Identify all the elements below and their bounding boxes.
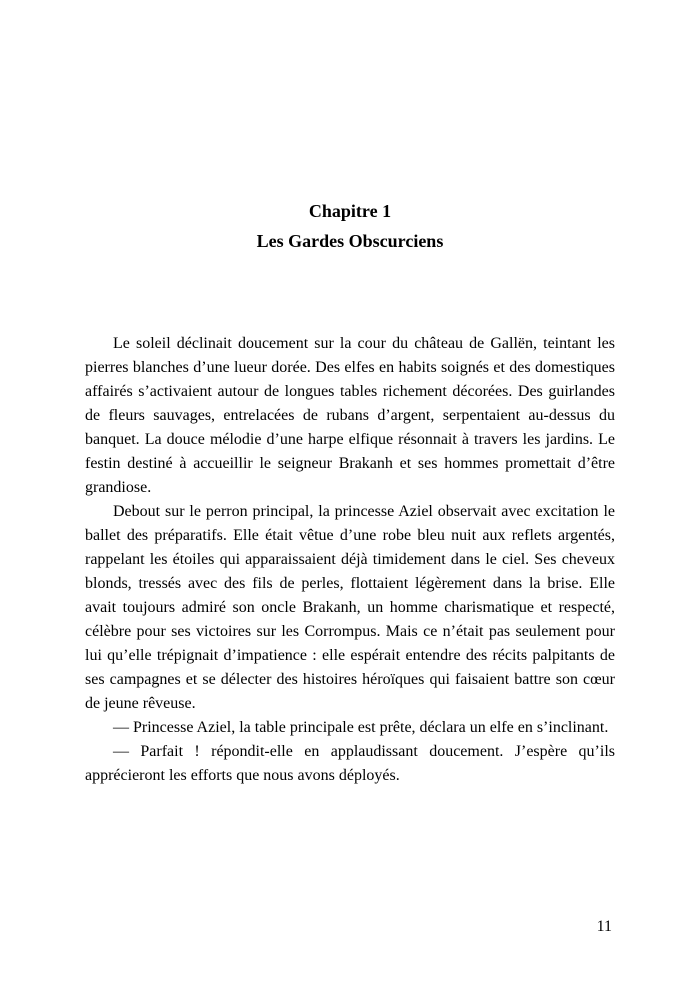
page-number: 11: [596, 918, 612, 935]
chapter-title: Les Gardes Obscurciens: [256, 231, 444, 251]
paragraph-princess-aziel: Debout sur le perron principal, la princesse Aziel observait avec excitation le ballet des préparatifs. Elle était vêtue d’une robe bleu nuit aux reflets argentés, rappelant les étoiles qui apparaissaient déjà timidement dans le ciel. Ses cheveux blonds, tressés avec des fils de perles, flottaient légèrement dans la brise. Elle avait toujours admiré son oncle Brakanh, un homme charismatique et respecté, célèbre pour ses victoires sur les Corrompus. Mais ce n’était pas seulement pour lui qu’elle trépignait d’impatience : elle espérait entendre des récits palpitants de ses campagnes et se délecter des histoires héroïques qui faisaient battre son cœur de jeune rêveuse.: [85, 503, 615, 712]
paragraph-dialogue-reply: — Parfait ! répondit-elle en applaudissant doucement. J’espère qu’ils apprécieront les efforts que nous avons déployés.: [85, 743, 615, 784]
paragraph-opening-scene: Le soleil déclinait doucement sur la cour du château de Gallën, teintant les pierres blanches d’une lueur dorée. Des elfes en habits soignés et des domestiques affairés s’activaient autour de longues tables richement décorées. Des guirlandes de fleurs sauvages, entrelacées de rubans d’argent, serpentaient au-dessus du banquet. La douce mélodie d’une harpe elfique résonnait à travers les jardins. Le festin destiné à accueillir le seigneur Brakanh et ses hommes promettait d’être grandiose.: [85, 335, 615, 496]
chapter-body: [85, 332, 615, 788]
chapter-number: Chapitre 1: [308, 201, 392, 221]
chapter-heading: [0, 0, 700, 256]
paragraph-dialogue-elf: — Princesse Aziel, la table principale est prête, déclara un elfe en s’inclinant.: [113, 719, 609, 736]
